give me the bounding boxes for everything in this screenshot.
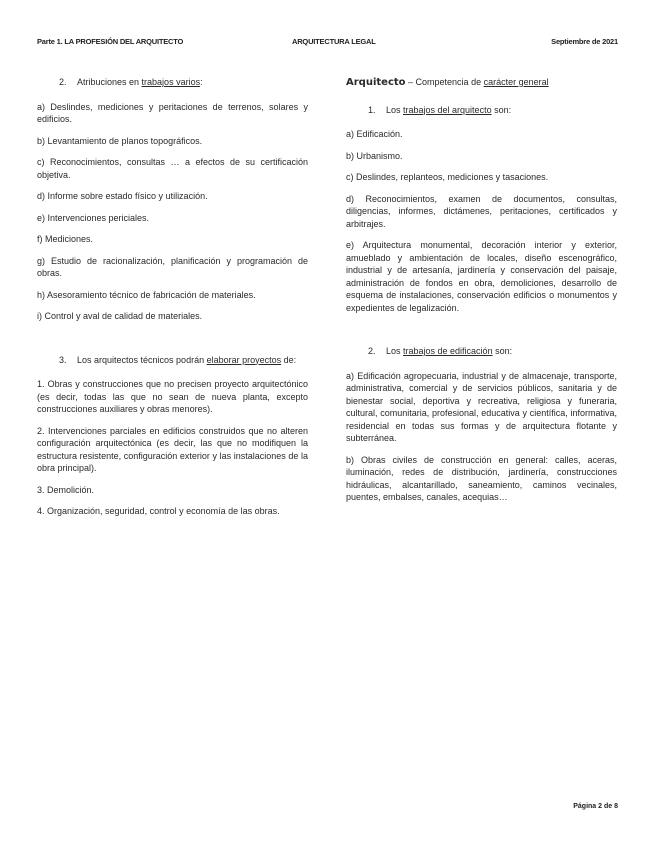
heading-pre: Los (386, 104, 404, 115)
section-heading-text (77, 76, 308, 89)
list-item: c) Deslindes, replanteos, mediciones y tasaciones. (346, 172, 549, 182)
heading-post: de: (281, 354, 297, 365)
list-item: e) Intervenciones periciales. (37, 212, 150, 223)
section-heading-trabajos-arquitecto (346, 104, 617, 117)
section-heading-text (386, 104, 617, 117)
header-left: Parte 1. LA PROFESIÓN DEL ARQUITECTO (37, 37, 184, 46)
list-item: a) Edificación. (346, 129, 403, 139)
page-number: Página 2 de 8 (573, 803, 618, 810)
list-item: b) Obras civiles de construcción en general: calles, aceras, iluminación, redes de distribución, jardinería, construcciones hidráulicas, alcantarillado, saneamiento, caminos vecinales, puentes, embalses, canales, acequias… (346, 454, 617, 502)
heading-underlined: trabajos varios (141, 77, 201, 87)
section-heading-proyectos (37, 354, 308, 367)
list-item: e) Arquitectura monumental, decoración interior y exterior, amueblado y ambientación de locales, diseño escenográfico, industrial y de artesanía, jardinería y conservación del paisaje, administración de fondos en obra, demoliciones, desarrollo de esquema de instalaciones, conservación edificios o monumentos y expedientes de legalización. (346, 240, 617, 313)
list-item: i) Control y aval de calidad de materiales. (37, 311, 203, 321)
list-item: 2. Intervenciones parciales en edificios construidos que no alteren configuración arquitectónica (es decir, las que no modifiquen la estructura resistente, configuración exterior y las instalaciones de la obra principal). (37, 425, 308, 473)
section-number: 2. (368, 346, 376, 356)
heading-dash-text: – Competencia de (405, 77, 484, 87)
section-number: 1. (368, 104, 376, 115)
list-item: 3. Demolición. (37, 484, 95, 495)
section-number: 2. (59, 77, 67, 87)
section-heading-atribuciones (37, 76, 308, 89)
heading-post: son: (492, 346, 513, 356)
right-column (346, 76, 617, 513)
list-item: 1. Obras y construcciones que no precisen proyecto arquitectónico (es decir, todas las que no sean de nueva planta, excepto construcciones auxiliares y obras menores). (37, 379, 308, 414)
heading-underlined: elaborar proyectos (206, 354, 282, 365)
list-item: h) Asesoramiento técnico de fabricación de materiales. (37, 289, 256, 300)
left-column (37, 76, 308, 527)
spacer (37, 332, 308, 354)
header-center: ARQUITECTURA LEGAL (292, 37, 376, 46)
section-number: 3. (59, 354, 67, 365)
section-heading-text (77, 354, 308, 367)
list-item: f) Mediciones. (37, 234, 94, 244)
section-heading-trabajos-edificacion (346, 345, 617, 358)
spacer (346, 323, 617, 345)
heading-underlined: trabajos del arquitecto (403, 104, 492, 115)
list-item: a) Edificación agropecuaria, industrial y de almacenaje, transporte, administrativa, comercial y de servicios públicos, sanitaria y de bienestar social, deportiva y recreativa, religiosa y funeraria, cultural, comunitaria, profesional, educativa y científica, informativa, residencial en todas sus formas y de arquitectura flotante y subterránea. (346, 370, 617, 443)
header-right: Septiembre de 2021 (551, 37, 618, 46)
section-heading-text (386, 345, 617, 358)
arquitecto-label: Arquitecto (346, 77, 406, 88)
arquitecto-heading (346, 76, 617, 90)
heading-pre: Los (386, 346, 404, 356)
heading-post: son: (491, 104, 512, 115)
list-item: g) Estudio de racionalización, planificación y programación de obras. (37, 255, 308, 278)
list-item: a) Deslindes, mediciones y peritaciones de terrenos, solares y edificios. (37, 101, 308, 124)
list-item: b) Urbanismo. (346, 150, 403, 161)
heading-post: : (200, 77, 203, 87)
heading-underlined: carácter general (483, 77, 549, 87)
heading-pre: Atribuciones en (77, 77, 142, 87)
list-item: d) Reconocimientos, examen de documentos, consultas, diligencias, informes, dictámenes, peritaciones, certificados y arbitrajes. (346, 193, 617, 229)
list-item: c) Reconocimientos, consultas … a efectos de su certificación objetiva. (37, 157, 308, 180)
heading-pre: Los arquitectos técnicos podrán (77, 354, 207, 365)
list-item: 4. Organización, seguridad, control y economía de las obras. (37, 506, 280, 516)
heading-underlined: trabajos de edificación (403, 346, 493, 356)
list-item: d) Informe sobre estado físico y utilización. (37, 191, 208, 201)
list-item: b) Levantamiento de planos topográficos. (37, 135, 203, 146)
